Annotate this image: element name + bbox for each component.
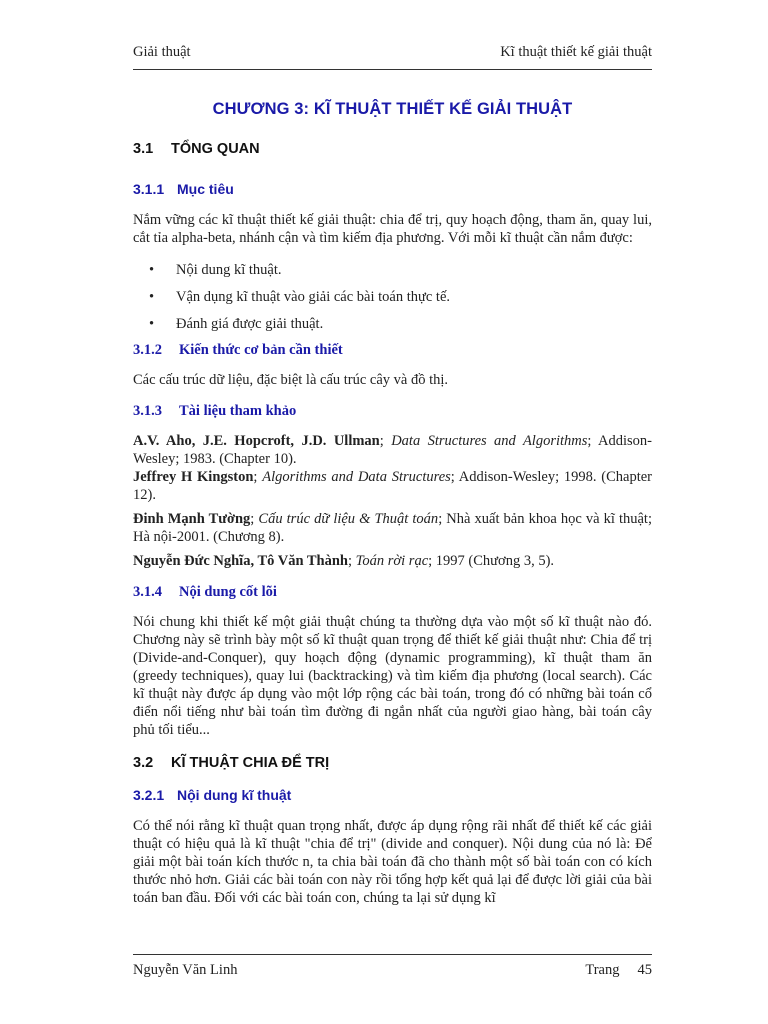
header-right: Kĩ thuật thiết kế giải thuật (500, 44, 652, 60)
reference-item: Đinh Mạnh Tường; Cấu trúc dữ liệu & Thuật toán; Nhà xuất bản khoa học và kĩ thuật; Hà nội-2001. (Chương 8). (133, 511, 652, 545)
objectives-list (133, 261, 652, 333)
list-item: • Đánh giá được giải thuật. (149, 316, 324, 332)
header-left: Giải thuật (133, 44, 191, 60)
objectives-intro: Nắm vững các kĩ thuật thiết kế giải thuật: chia để trị, quy hoạch động, tham ăn, quay lui, cắt tỉa alpha-beta, nhánh cận và tìm kiếm địa phương. Với mỗi kĩ thuật cần nắm được: (133, 212, 652, 246)
page-number: Trang 45 (585, 962, 652, 978)
section-heading-3-1: 3.1 TỔNG QUAN (133, 141, 260, 157)
page-content (133, 100, 652, 907)
footer-author: Nguyễn Văn Linh (133, 962, 238, 978)
reference-item: Nguyễn Đức Nghĩa, Tô Văn Thành; Toán rời rạc; 1997 (Chương 3, 5). (133, 553, 555, 569)
prerequisites-text: Các cấu trúc dữ liệu, đặc biệt là cấu trúc cây và đồ thị. (133, 372, 449, 388)
core-content-text: Nói chung khi thiết kế một giải thuật chúng ta thường dựa vào một số kĩ thuật nào đó. Chương này sẽ trình bày một số kĩ thuật quan trọng để thiết kế giải thuật như: Chia để trị (Divide-and-Conquer), quy hoạch động (dynamic programming), kĩ thuật tham ăn (greedy techniques), quay lui (backtracking) và tìm kiếm địa phương (local search). Các kĩ thuật này được áp dụng vào một lớp rộng các bài toán, trong đó có những bài toán cổ điển nổi tiếng như bài toán tìm đường đi ngắn nhất của người giao hàng, bài toán cây phủ tối tiểu... (133, 614, 652, 738)
bullet-icon: • (149, 262, 155, 278)
subsection-heading-3-1-3: 3.1.3 Tài liệu tham khảo (133, 403, 297, 419)
reference-item: A.V. Aho, J.E. Hopcroft, J.D. Ullman; Data Structures and Algorithms; Addison-Wesley; 1983. (Chapter 10). (133, 433, 653, 467)
subsection-heading-3-1-1: 3.1.1 Mục tiêu (133, 181, 234, 197)
subsection-heading-3-2-1: 3.2.1 Nội dung kĩ thuật (133, 787, 292, 803)
list-item: • Vận dụng kĩ thuật vào giải các bài toán thực tế. (149, 289, 451, 305)
subsection-heading-3-1-4: 3.1.4 Nội dung cốt lõi (133, 584, 277, 600)
list-item: • Nội dung kĩ thuật. (149, 262, 282, 278)
chapter-title: CHƯƠNG 3: KĨ THUẬT THIẾT KẾ GIẢI THUẬT (212, 100, 573, 118)
page-header (133, 44, 652, 61)
page-footer (133, 962, 652, 979)
divide-conquer-text: Có thể nói rằng kĩ thuật quan trọng nhất, được áp dụng rộng rãi nhất để thiết kế các giải thuật có hiệu quả là kĩ thuật "chia để trị" (divide and conquer). Nội dung của nó là: Để giải một bài toán kích thước n, ta chia bài toán đã cho thành một số bài toán con có kích thước nhỏ hơn. Giải các bài toán con này rồi tổng hợp kết quả lại để được lời giải của bài toán ban đầu. Đối với các bài toán con, chúng ta lại sử dụng kĩ (133, 818, 652, 906)
header-rule (133, 69, 652, 70)
footer-rule (133, 954, 652, 955)
subsection-heading-3-1-2: 3.1.2 Kiến thức cơ bản cần thiết (133, 342, 343, 358)
section-heading-3-2: 3.2 KĨ THUẬT CHIA ĐỂ TRỊ (133, 755, 330, 771)
bullet-icon: • (149, 289, 155, 305)
bullet-icon: • (149, 316, 155, 332)
reference-item: Jeffrey H Kingston; Algorithms and Data Structures; Addison-Wesley; 1998. (Chapter 12). (133, 469, 652, 503)
